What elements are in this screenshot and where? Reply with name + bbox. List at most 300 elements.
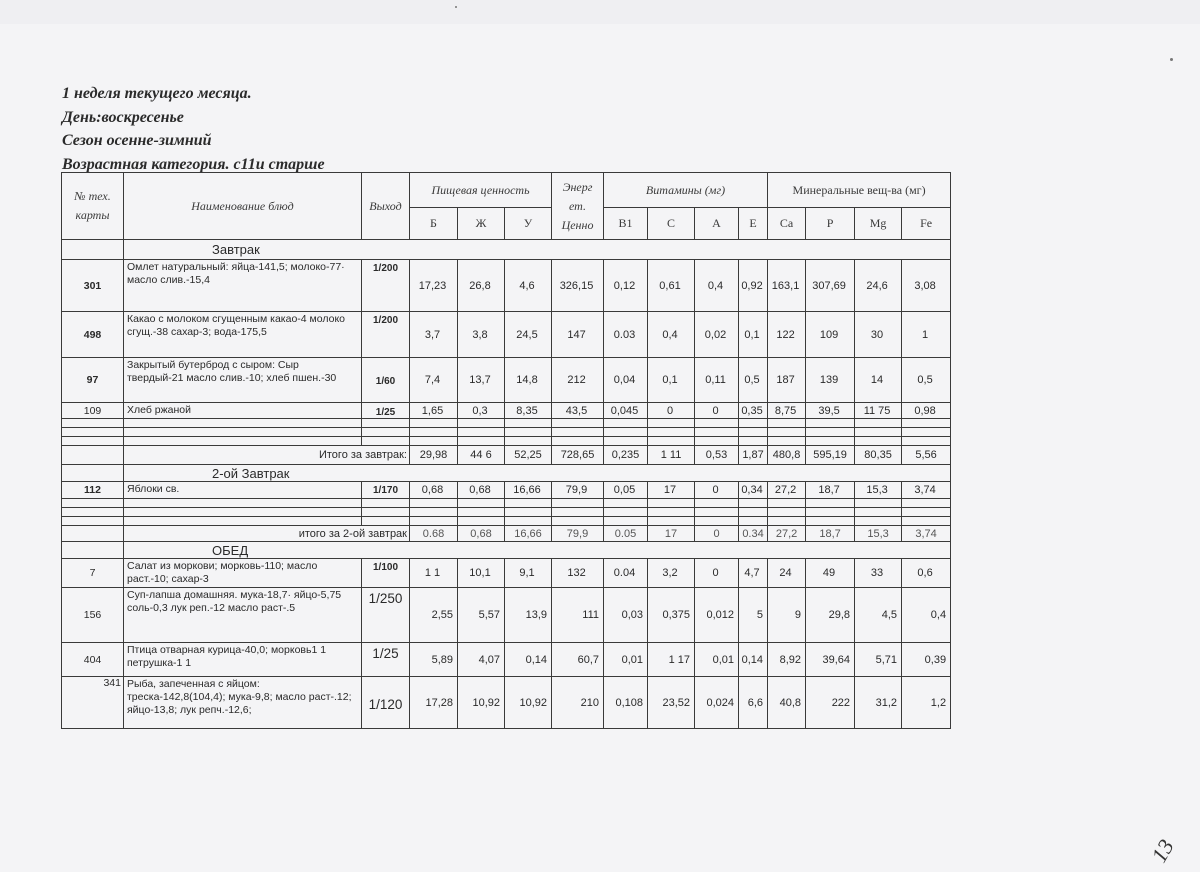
dish-value: 9,1 [505, 559, 552, 588]
empty-cell [806, 428, 855, 437]
section-title: ОБЕД [124, 542, 951, 559]
col-u-header: У [505, 208, 552, 240]
table-row [62, 677, 951, 729]
empty-cell [768, 437, 806, 446]
dish-value: 0,98 [902, 403, 951, 419]
empty-cell [552, 437, 604, 446]
dish-value: 79,9 [552, 482, 604, 499]
dish-value: 0,92 [739, 260, 768, 312]
dish-value: 24,5 [505, 312, 552, 358]
empty-cell [739, 508, 768, 517]
dish-name: Закрытый бутерброд с сыром: Сыр твердый-21 масло слив.-10; хлеб пшен.-30 [124, 358, 362, 403]
empty-cell [505, 508, 552, 517]
col-zh-header: Ж [458, 208, 505, 240]
dish-name: Птица отварная курица-40,0; морковь1 1 петрушка-1 1 [124, 643, 362, 677]
table-row [62, 482, 951, 499]
empty-cell [458, 437, 505, 446]
dish-value: 187 [768, 358, 806, 403]
total-value: 17 [648, 526, 695, 542]
empty-row [62, 419, 951, 428]
dish-value: 15,3 [855, 482, 902, 499]
table-header [62, 173, 951, 240]
dish-value: 13,9 [505, 588, 552, 643]
dish-value: 111 [552, 588, 604, 643]
dish-value: 0,108 [604, 677, 648, 729]
table-body [62, 240, 951, 729]
empty-cell [362, 428, 410, 437]
table-row [62, 260, 951, 312]
dish-value: 29,8 [806, 588, 855, 643]
section-card-cell [62, 465, 124, 482]
total-value: 0.68 [410, 526, 458, 542]
total-value: 0 [695, 526, 739, 542]
section-card-cell [62, 542, 124, 559]
dish-value: 9 [768, 588, 806, 643]
age-category-line: Возрастная категория. с11и старше [62, 155, 325, 173]
dish-value: 0,05 [604, 482, 648, 499]
col-c-header: С [648, 208, 695, 240]
empty-cell [768, 419, 806, 428]
dish-value: 0,68 [410, 482, 458, 499]
empty-cell [902, 437, 951, 446]
empty-cell [768, 499, 806, 508]
dish-value: 132 [552, 559, 604, 588]
dish-value: 14,8 [505, 358, 552, 403]
total-row [62, 526, 951, 542]
dish-value: 0 [648, 403, 695, 419]
total-value: 1,87 [739, 446, 768, 465]
col-e-header: Е [739, 208, 768, 240]
col-name-header: Наименование блюд [124, 173, 362, 240]
dish-value: 0 [695, 559, 739, 588]
total-value: 728,65 [552, 446, 604, 465]
total-value: 44 6 [458, 446, 505, 465]
dish-value: 10,1 [458, 559, 505, 588]
empty-cell [458, 517, 505, 526]
dish-value: 0,5 [902, 358, 951, 403]
dish-value: 210 [552, 677, 604, 729]
dish-value: 6,6 [739, 677, 768, 729]
empty-cell [806, 508, 855, 517]
empty-cell [124, 517, 362, 526]
dish-value: 33 [855, 559, 902, 588]
empty-cell [806, 419, 855, 428]
dish-value: 24,6 [855, 260, 902, 312]
dish-value: 10,92 [505, 677, 552, 729]
tech-card-number: 404 [62, 643, 124, 677]
empty-cell [648, 499, 695, 508]
total-row [62, 446, 951, 465]
dish-value: 0,375 [648, 588, 695, 643]
dish-value: 17,23 [410, 260, 458, 312]
dish-value: 16,66 [505, 482, 552, 499]
dish-name: Хлеб ржаной [124, 403, 362, 419]
empty-cell [124, 419, 362, 428]
dish-value: 212 [552, 358, 604, 403]
empty-cell [695, 419, 739, 428]
dish-value: 0,4 [648, 312, 695, 358]
dish-value: 13,7 [458, 358, 505, 403]
dish-yield: 1/120 [362, 677, 410, 729]
dish-value: 0 [695, 482, 739, 499]
empty-cell [552, 499, 604, 508]
empty-cell [855, 508, 902, 517]
total-card-cell [62, 446, 124, 465]
dish-value: 8,75 [768, 403, 806, 419]
dish-value: 0,14 [505, 643, 552, 677]
season-line: Сезон осенне-зимний [62, 132, 212, 150]
empty-cell [505, 428, 552, 437]
empty-cell [806, 437, 855, 446]
table-row [62, 403, 951, 419]
empty-cell [505, 437, 552, 446]
empty-cell [695, 499, 739, 508]
empty-cell [62, 437, 124, 446]
section-title: Завтрак [124, 240, 951, 260]
table-row [62, 588, 951, 643]
dish-value: 4,5 [855, 588, 902, 643]
col-b1-header: В1 [604, 208, 648, 240]
table-row [62, 643, 951, 677]
col-fe-header: Fe [902, 208, 951, 240]
empty-cell [902, 517, 951, 526]
col-nutrition-header: Пищевая ценность [410, 173, 552, 208]
section-row [62, 240, 951, 260]
col-minerals-header: Минеральные вещ-ва (мг) [768, 173, 951, 208]
empty-cell [124, 499, 362, 508]
section-title: 2-ой Завтрак [124, 465, 951, 482]
dish-yield: 1/25 [362, 643, 410, 677]
total-label: Итого за завтрак: [124, 446, 410, 465]
dish-value: 122 [768, 312, 806, 358]
empty-row [62, 517, 951, 526]
empty-cell [695, 428, 739, 437]
empty-cell [604, 428, 648, 437]
dish-value: 49 [806, 559, 855, 588]
empty-cell [505, 517, 552, 526]
dish-value: 31,2 [855, 677, 902, 729]
empty-cell [648, 508, 695, 517]
dish-value: 40,8 [768, 677, 806, 729]
empty-cell [855, 517, 902, 526]
empty-cell [855, 428, 902, 437]
empty-cell [458, 428, 505, 437]
empty-cell [604, 437, 648, 446]
dish-value: 27,2 [768, 482, 806, 499]
dish-value: 0,045 [604, 403, 648, 419]
empty-row [62, 508, 951, 517]
dish-value: 11 75 [855, 403, 902, 419]
dish-value: 4,7 [739, 559, 768, 588]
dish-value: 0,4 [902, 588, 951, 643]
total-value: 16,66 [505, 526, 552, 542]
dish-value: 0,01 [695, 643, 739, 677]
total-card-cell [62, 526, 124, 542]
tech-card-number: 97 [62, 358, 124, 403]
empty-cell [855, 419, 902, 428]
empty-cell [62, 419, 124, 428]
dish-value: 1,2 [902, 677, 951, 729]
empty-cell [648, 428, 695, 437]
empty-cell [410, 428, 458, 437]
empty-cell [604, 508, 648, 517]
empty-cell [458, 499, 505, 508]
dish-value: 0,01 [604, 643, 648, 677]
col-p-header: Р [806, 208, 855, 240]
dish-value: 10,92 [458, 677, 505, 729]
dish-name: Салат из моркови; морковь-110; масло раст.-10; сахар-3 [124, 559, 362, 588]
total-value: 595,19 [806, 446, 855, 465]
dish-value: 147 [552, 312, 604, 358]
dish-value: 0,1 [648, 358, 695, 403]
section-row [62, 542, 951, 559]
empty-cell [410, 508, 458, 517]
col-vitamins-header: Витамины (мг) [604, 173, 768, 208]
tech-card-number: 156 [62, 588, 124, 643]
dish-value: 4,07 [458, 643, 505, 677]
empty-cell [739, 428, 768, 437]
empty-cell [124, 508, 362, 517]
scan-speck [1170, 58, 1173, 61]
empty-cell [902, 428, 951, 437]
empty-cell [552, 419, 604, 428]
empty-row [62, 499, 951, 508]
empty-cell [362, 419, 410, 428]
dish-value: 8,92 [768, 643, 806, 677]
empty-cell [902, 508, 951, 517]
empty-cell [648, 419, 695, 428]
total-label: итого за 2-ой завтрак [124, 526, 410, 542]
dish-value: 0,12 [604, 260, 648, 312]
empty-cell [62, 517, 124, 526]
dish-value: 307,69 [806, 260, 855, 312]
col-b-header: Б [410, 208, 458, 240]
empty-cell [410, 419, 458, 428]
dish-value: 222 [806, 677, 855, 729]
empty-cell [806, 517, 855, 526]
dish-yield: 1/25 [362, 403, 410, 419]
dish-value: 1,65 [410, 403, 458, 419]
dish-value: 0,61 [648, 260, 695, 312]
dish-value: 0,6 [902, 559, 951, 588]
empty-cell [505, 499, 552, 508]
dish-value: 1 [902, 312, 951, 358]
table-row [62, 312, 951, 358]
dish-value: 0,024 [695, 677, 739, 729]
dish-yield: 1/60 [362, 358, 410, 403]
dish-name: Яблоки св. [124, 482, 362, 499]
dish-name: Суп-лапша домашняя. мука-18,7· яйцо-5,75 соль-0,3 лук реп.-12 масло раст-.5 [124, 588, 362, 643]
dish-yield: 1/170 [362, 482, 410, 499]
dish-value: 0 [695, 403, 739, 419]
dish-value: 3,7 [410, 312, 458, 358]
total-value: 18,7 [806, 526, 855, 542]
empty-cell [604, 517, 648, 526]
dish-value: 0,14 [739, 643, 768, 677]
dish-value: 43,5 [552, 403, 604, 419]
dish-value: 3,8 [458, 312, 505, 358]
empty-cell [62, 499, 124, 508]
empty-cell [806, 499, 855, 508]
dish-value: 7,4 [410, 358, 458, 403]
dish-value: 0,11 [695, 358, 739, 403]
dish-value: 23,52 [648, 677, 695, 729]
section-row [62, 465, 951, 482]
empty-cell [362, 499, 410, 508]
dish-value: 60,7 [552, 643, 604, 677]
dish-value: 0.04 [604, 559, 648, 588]
total-value: 80,35 [855, 446, 902, 465]
dish-value: 0,02 [695, 312, 739, 358]
total-value: 3,74 [902, 526, 951, 542]
empty-cell [604, 499, 648, 508]
dish-value: 0,03 [604, 588, 648, 643]
empty-cell [648, 517, 695, 526]
dish-yield: 1/100 [362, 559, 410, 588]
empty-cell [902, 419, 951, 428]
table-row [62, 559, 951, 588]
empty-cell [739, 517, 768, 526]
total-value: 5,56 [902, 446, 951, 465]
empty-cell [62, 508, 124, 517]
total-value: 27,2 [768, 526, 806, 542]
empty-cell [648, 437, 695, 446]
total-value: 0,235 [604, 446, 648, 465]
col-energy-header: Энерг ет. Ценно [552, 173, 604, 240]
dish-value: 24 [768, 559, 806, 588]
empty-cell [695, 437, 739, 446]
col-a-header: А [695, 208, 739, 240]
total-value: 0,53 [695, 446, 739, 465]
dish-value: 0,39 [902, 643, 951, 677]
dish-value: 5,57 [458, 588, 505, 643]
empty-cell [362, 508, 410, 517]
dish-value: 14 [855, 358, 902, 403]
day-line: День:воскресенье [62, 108, 184, 126]
empty-cell [410, 499, 458, 508]
dish-value: 0.03 [604, 312, 648, 358]
total-value: 0,68 [458, 526, 505, 542]
empty-cell [124, 437, 362, 446]
dish-value: 163,1 [768, 260, 806, 312]
total-value: 480,8 [768, 446, 806, 465]
total-value: 1 11 [648, 446, 695, 465]
dish-value: 0,68 [458, 482, 505, 499]
dish-value: 0,35 [739, 403, 768, 419]
empty-row [62, 428, 951, 437]
tech-card-number: 109 [62, 403, 124, 419]
dish-value: 109 [806, 312, 855, 358]
empty-cell [362, 437, 410, 446]
dish-name: Рыба, запеченная с яйцом: треска-142,8(104,4); мука-9,8; масло раст-.12; яйцо-13,8; лук репч.-12,6; [124, 677, 362, 729]
empty-cell [410, 437, 458, 446]
tech-card-number: 112 [62, 482, 124, 499]
total-value: 79,9 [552, 526, 604, 542]
section-card-cell [62, 240, 124, 260]
week-line: 1 неделя текущего месяца. [62, 85, 252, 102]
menu-heading [62, 82, 325, 176]
dish-value: 5,89 [410, 643, 458, 677]
dish-value: 5 [739, 588, 768, 643]
empty-cell [739, 419, 768, 428]
tech-card-number: 7 [62, 559, 124, 588]
dish-value: 0,04 [604, 358, 648, 403]
dish-value: 326,15 [552, 260, 604, 312]
empty-cell [362, 517, 410, 526]
col-card-header: № тех. карты [62, 173, 124, 240]
dish-value: 3,74 [902, 482, 951, 499]
dish-value: 139 [806, 358, 855, 403]
dish-yield: 1/200 [362, 312, 410, 358]
empty-row [62, 437, 951, 446]
total-value: 0.05 [604, 526, 648, 542]
dish-value: 5,71 [855, 643, 902, 677]
dish-value: 8,35 [505, 403, 552, 419]
dish-value: 17,28 [410, 677, 458, 729]
dish-value: 4,6 [505, 260, 552, 312]
scan-speck [455, 6, 457, 8]
total-value: 29,98 [410, 446, 458, 465]
empty-cell [855, 437, 902, 446]
dish-value: 0,012 [695, 588, 739, 643]
empty-cell [552, 428, 604, 437]
dish-value: 0,1 [739, 312, 768, 358]
col-yield-header: Выход [362, 173, 410, 240]
empty-cell [458, 508, 505, 517]
page-number-mark: 13 [1146, 834, 1179, 867]
dish-value: 30 [855, 312, 902, 358]
empty-cell [458, 419, 505, 428]
empty-cell [124, 428, 362, 437]
menu-table [61, 172, 951, 729]
empty-cell [62, 428, 124, 437]
dish-value: 2,55 [410, 588, 458, 643]
dish-yield: 1/250 [362, 588, 410, 643]
empty-cell [695, 517, 739, 526]
dish-value: 1 1 [410, 559, 458, 588]
dish-value: 0,5 [739, 358, 768, 403]
dish-value: 39,64 [806, 643, 855, 677]
total-value: 52,25 [505, 446, 552, 465]
dish-value: 26,8 [458, 260, 505, 312]
empty-cell [552, 508, 604, 517]
dish-name: Какао с молоком сгущенным какао-4 молоко сгущ.-38 сахар-3; вода-175,5 [124, 312, 362, 358]
dish-value: 1 17 [648, 643, 695, 677]
empty-cell [768, 428, 806, 437]
table-row [62, 358, 951, 403]
dish-value: 0,3 [458, 403, 505, 419]
total-value: 0.34 [739, 526, 768, 542]
dish-value: 3,08 [902, 260, 951, 312]
col-ca-header: Са [768, 208, 806, 240]
dish-value: 3,2 [648, 559, 695, 588]
empty-cell [604, 419, 648, 428]
empty-cell [739, 437, 768, 446]
dish-name: Омлет натуральный: яйца-141,5; молоко-77· масло слив.-15,4 [124, 260, 362, 312]
tech-card-number: 498 [62, 312, 124, 358]
empty-cell [695, 508, 739, 517]
dish-value: 17 [648, 482, 695, 499]
empty-cell [739, 499, 768, 508]
col-mg-header: Mg [855, 208, 902, 240]
empty-cell [902, 499, 951, 508]
tech-card-number: 301 [62, 260, 124, 312]
empty-cell [768, 517, 806, 526]
total-value: 15,3 [855, 526, 902, 542]
empty-cell [505, 419, 552, 428]
dish-value: 0,4 [695, 260, 739, 312]
empty-cell [552, 517, 604, 526]
